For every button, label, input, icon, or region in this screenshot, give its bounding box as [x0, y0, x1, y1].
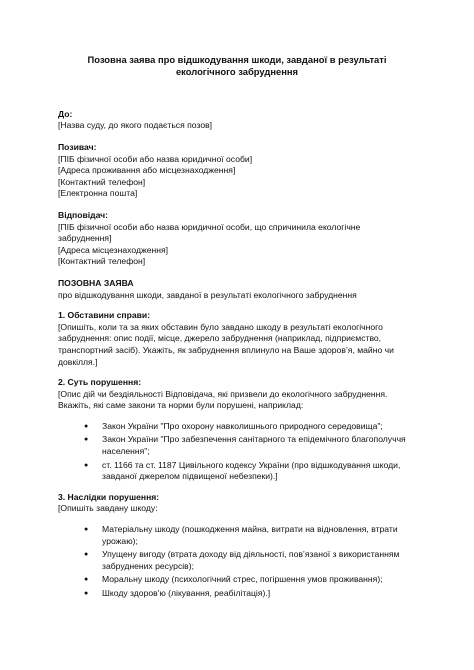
list-item-text: ● Закон України "Про забезпечення санітарного та епідемічного благополуччя	[102, 434, 406, 445]
plaintiff-section	[58, 142, 416, 200]
section-2-heading: 2. Суть порушення:	[58, 377, 142, 388]
section-2-line: Вкажіть, які саме закони та норми були порушені, наприклад:	[58, 400, 304, 411]
claim-heading: ПОЗОВНА ЗАЯВА	[58, 277, 134, 288]
list-item-text: ● ст. 1166 та ст. 1187 Цивільного кодексу України (про відшкодування шкоди,	[102, 459, 401, 470]
court-name-placeholder: [Назва суду, до якого подається позов]	[58, 120, 213, 131]
claim-section	[58, 278, 416, 301]
section-3-heading: 3. Наслідки порушення:	[58, 491, 160, 502]
to-section	[58, 109, 416, 132]
section-1-heading: 1. Обставини справи:	[58, 310, 151, 321]
section-1-line: забруднення: опис події, місце, джерело забруднення (наприклад, підприємство,	[58, 333, 382, 344]
defendant-name-placeholder: [ПІБ фізичної особи або назва юридичної особи, що спричинила екологічне	[58, 221, 361, 232]
plaintiff-address-placeholder: [Адреса проживання або місцезнаходження]	[58, 165, 236, 176]
section-1-line: довкілля.]	[58, 356, 98, 367]
title-line-2: екологічного забруднення	[175, 66, 299, 78]
defendant-name-placeholder-cont: забруднення]	[58, 233, 112, 244]
list-item	[84, 588, 416, 600]
damages-list	[58, 524, 416, 600]
title-line-1: Позовна заява про відшкодування шкоди, завданої в результаті	[87, 54, 387, 65]
list-item-text: населення";	[102, 446, 150, 457]
list-item	[84, 524, 416, 547]
section-consequences	[58, 492, 416, 600]
list-item	[84, 549, 416, 572]
document-title	[58, 54, 416, 79]
defendant-phone-placeholder: [Контактний телефон]	[58, 256, 146, 267]
list-item-text: ● Упущену вигоду (втрата доходу від діяльності, пов’язаної з використанням	[102, 549, 400, 560]
list-item-text: завданої джерелом підвищеної небезпеки).]	[102, 471, 278, 482]
defendant-heading: Відповідач:	[58, 209, 109, 220]
list-item-text: ● Закон України "Про охорону навколишнього природного середовища";	[102, 420, 383, 431]
list-item-text: забруднених ресурсів);	[102, 560, 194, 571]
plaintiff-heading: Позивач:	[58, 142, 97, 152]
section-circumstances	[58, 310, 416, 368]
section-2-line: [Опис дій чи бездіяльності Відповідача, які призвели до екологічного забруднення.	[58, 388, 388, 399]
list-item-text: ● Моральну шкоду (психологічний стрес, погіршення умов проживання);	[102, 574, 383, 585]
claim-subtitle: про відшкодування шкоди, завданої в результаті екологічного забруднення	[58, 289, 357, 300]
defendant-section	[58, 210, 416, 268]
to-heading: До:	[58, 108, 73, 119]
list-item	[84, 574, 416, 586]
list-item-text: ● Матеріальну шкоду (пошкодження майна, витрати на відновлення, втрати	[102, 524, 398, 535]
list-item	[84, 434, 416, 457]
section-1-line: транспортний засіб). Укажіть, як забруднення вплинуло на Ваше здоров’я, майно чи	[58, 344, 394, 355]
violated-laws-list	[58, 421, 416, 483]
plaintiff-email-placeholder: [Електронна пошта]	[58, 188, 138, 199]
list-item	[84, 460, 416, 483]
plaintiff-name-placeholder: [ПІБ фізичної особи або назва юридичної особи]	[58, 153, 253, 164]
section-1-line: [Опишіть, коли та за яких обставин було завдано шкоду в результаті екологічного	[58, 321, 383, 332]
list-item-text: ● Шкоду здоров'ю (лікування, реабілітація).]	[102, 588, 271, 598]
list-item-text: урожаю);	[102, 535, 138, 546]
defendant-address-placeholder: [Адреса місцезнаходження]	[58, 244, 169, 255]
section-violation	[58, 377, 416, 483]
section-3-line: [Опишіть завдану шкоду:	[58, 503, 158, 514]
list-item	[84, 421, 416, 433]
plaintiff-phone-placeholder: [Контактний телефон]	[58, 176, 146, 187]
